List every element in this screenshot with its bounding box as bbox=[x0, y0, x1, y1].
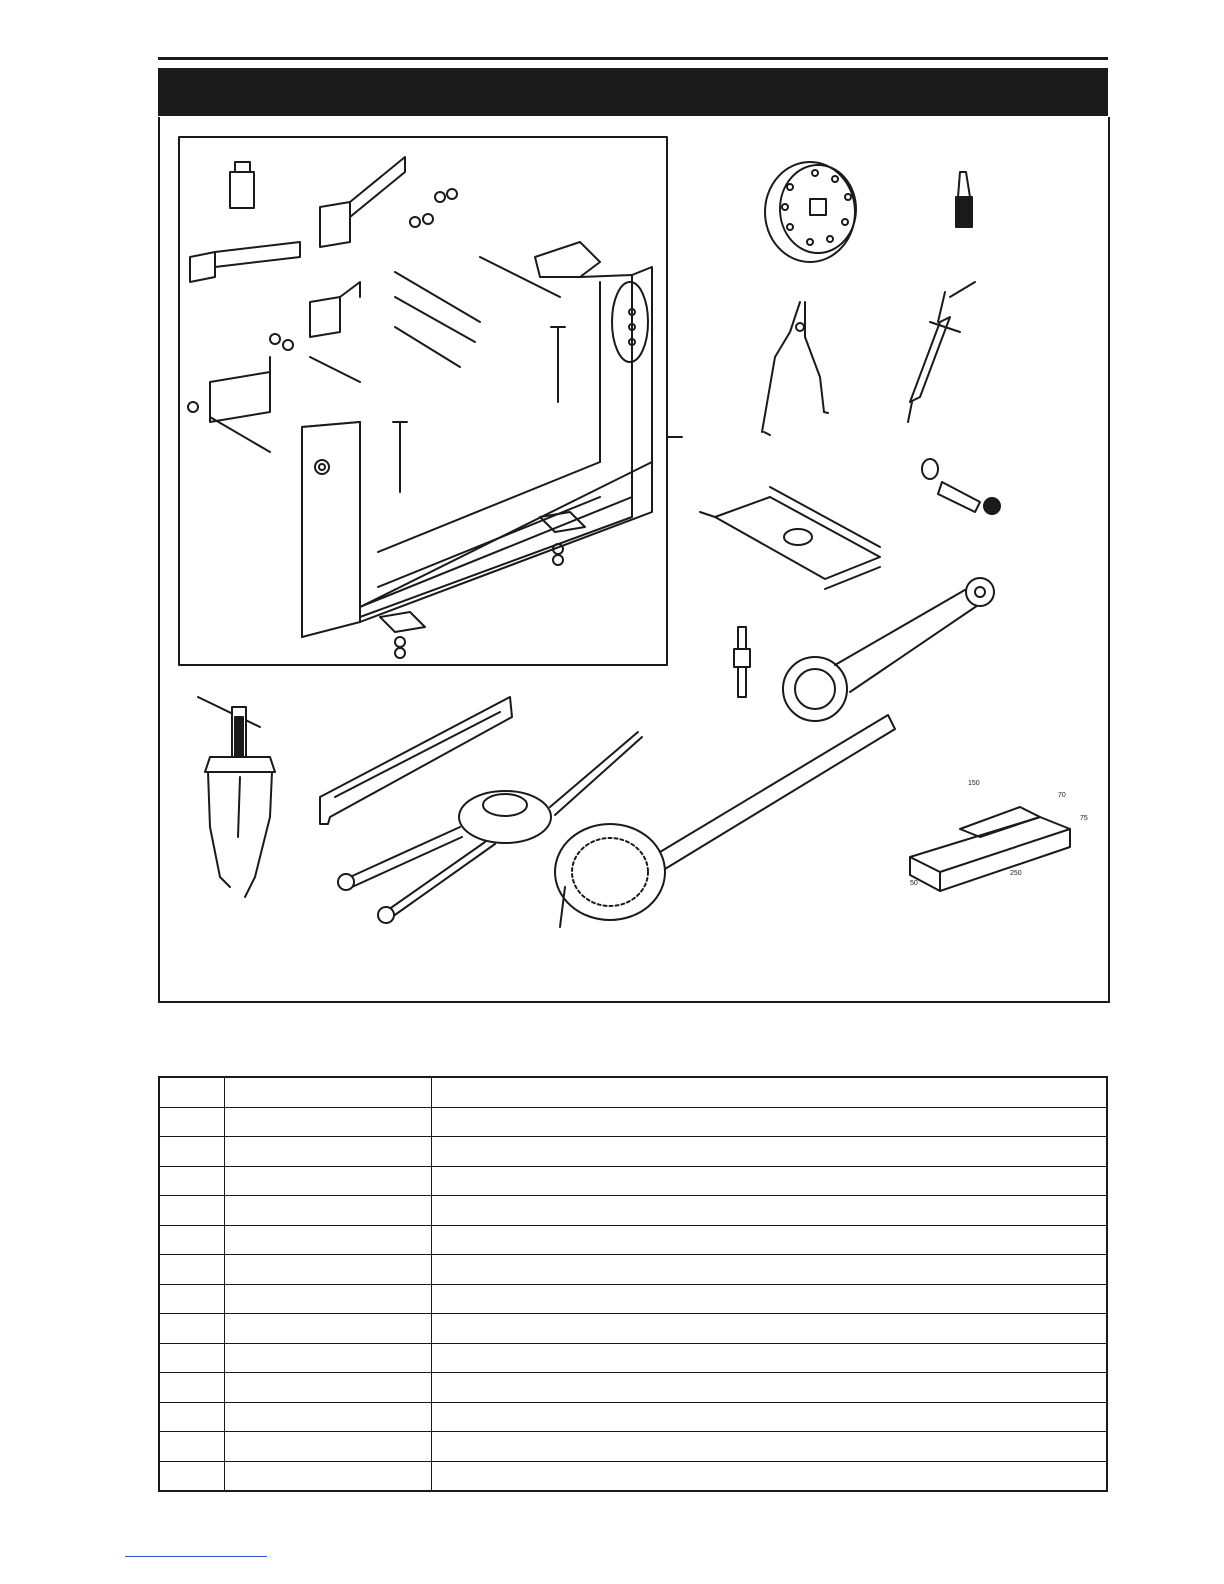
table-cell bbox=[159, 1373, 225, 1403]
tools-table bbox=[158, 1076, 1108, 1492]
table-row bbox=[159, 1166, 1107, 1196]
table-cell bbox=[225, 1255, 432, 1285]
dimension-label: 70 bbox=[1058, 792, 1066, 799]
table-row bbox=[159, 1225, 1107, 1255]
table-cell bbox=[225, 1166, 432, 1196]
table-cell bbox=[225, 1284, 432, 1314]
table-row bbox=[159, 1196, 1107, 1226]
pin-wrench-icon bbox=[783, 578, 994, 721]
drift-adapter-icon bbox=[922, 459, 1000, 514]
table-cell bbox=[159, 1314, 225, 1344]
wood-support-block-icon bbox=[910, 807, 1070, 891]
tools-table-body bbox=[159, 1077, 1107, 1491]
valve-tool-icon bbox=[734, 627, 750, 697]
table-cell bbox=[159, 1343, 225, 1373]
table-row bbox=[159, 1343, 1107, 1373]
table-row bbox=[159, 1432, 1107, 1462]
table-cell bbox=[159, 1225, 225, 1255]
table-row bbox=[159, 1137, 1107, 1167]
table-cell bbox=[159, 1077, 225, 1107]
table-cell bbox=[225, 1461, 432, 1491]
table-cell bbox=[159, 1166, 225, 1196]
table-cell bbox=[225, 1225, 432, 1255]
table-cell bbox=[159, 1402, 225, 1432]
table-cell bbox=[159, 1196, 225, 1226]
table-row bbox=[159, 1402, 1107, 1432]
template-plate-icon bbox=[700, 487, 880, 589]
dimension-label: 75 bbox=[1080, 815, 1088, 822]
table-cell bbox=[159, 1284, 225, 1314]
table-cell bbox=[432, 1255, 1108, 1285]
table-cell bbox=[159, 1255, 225, 1285]
table-cell bbox=[432, 1343, 1108, 1373]
table-cell bbox=[432, 1166, 1108, 1196]
table-cell bbox=[225, 1196, 432, 1226]
table-cell bbox=[432, 1314, 1108, 1344]
table-cell bbox=[159, 1107, 225, 1137]
table-cell bbox=[225, 1077, 432, 1107]
table-cell bbox=[225, 1402, 432, 1432]
table-cell bbox=[225, 1373, 432, 1403]
table-cell bbox=[432, 1461, 1108, 1491]
table-cell bbox=[432, 1225, 1108, 1255]
table-cell bbox=[432, 1284, 1108, 1314]
table-cell bbox=[432, 1432, 1108, 1462]
clutch-holder-icon bbox=[555, 715, 895, 927]
table-cell bbox=[159, 1137, 225, 1167]
title-bar bbox=[158, 68, 1108, 116]
table-cell bbox=[159, 1432, 225, 1462]
table-cell bbox=[432, 1107, 1108, 1137]
table-cell bbox=[432, 1402, 1108, 1432]
table-row bbox=[159, 1255, 1107, 1285]
table-row bbox=[159, 1107, 1107, 1137]
table-cell bbox=[225, 1137, 432, 1167]
table-cell bbox=[159, 1461, 225, 1491]
table-row bbox=[159, 1314, 1107, 1344]
table-cell bbox=[432, 1196, 1108, 1226]
dimension-label: 250 bbox=[1010, 870, 1022, 877]
tools-illustration bbox=[160, 117, 1108, 1001]
table-cell bbox=[432, 1137, 1108, 1167]
table-cell bbox=[432, 1373, 1108, 1403]
sealant-tube-icon bbox=[956, 172, 972, 227]
engine-support-stand-icon bbox=[179, 137, 682, 665]
three-jaw-puller-icon bbox=[198, 697, 275, 897]
table-row bbox=[159, 1077, 1107, 1107]
grease-gun-icon bbox=[908, 282, 975, 422]
top-rule bbox=[158, 57, 1108, 60]
table-row bbox=[159, 1373, 1107, 1403]
table-cell bbox=[432, 1077, 1108, 1107]
footer-link-line[interactable] bbox=[125, 1556, 267, 1557]
table-cell bbox=[225, 1314, 432, 1344]
table-cell bbox=[225, 1343, 432, 1373]
circlip-pliers-icon bbox=[762, 302, 828, 435]
table-row bbox=[159, 1461, 1107, 1491]
flywheel-puller-icon bbox=[765, 162, 856, 262]
table-row bbox=[159, 1284, 1107, 1314]
table-cell bbox=[225, 1432, 432, 1462]
dimension-label: 150 bbox=[968, 780, 980, 787]
tools-figure bbox=[158, 117, 1110, 1003]
dimension-label: 50 bbox=[910, 880, 918, 887]
table-cell bbox=[225, 1107, 432, 1137]
